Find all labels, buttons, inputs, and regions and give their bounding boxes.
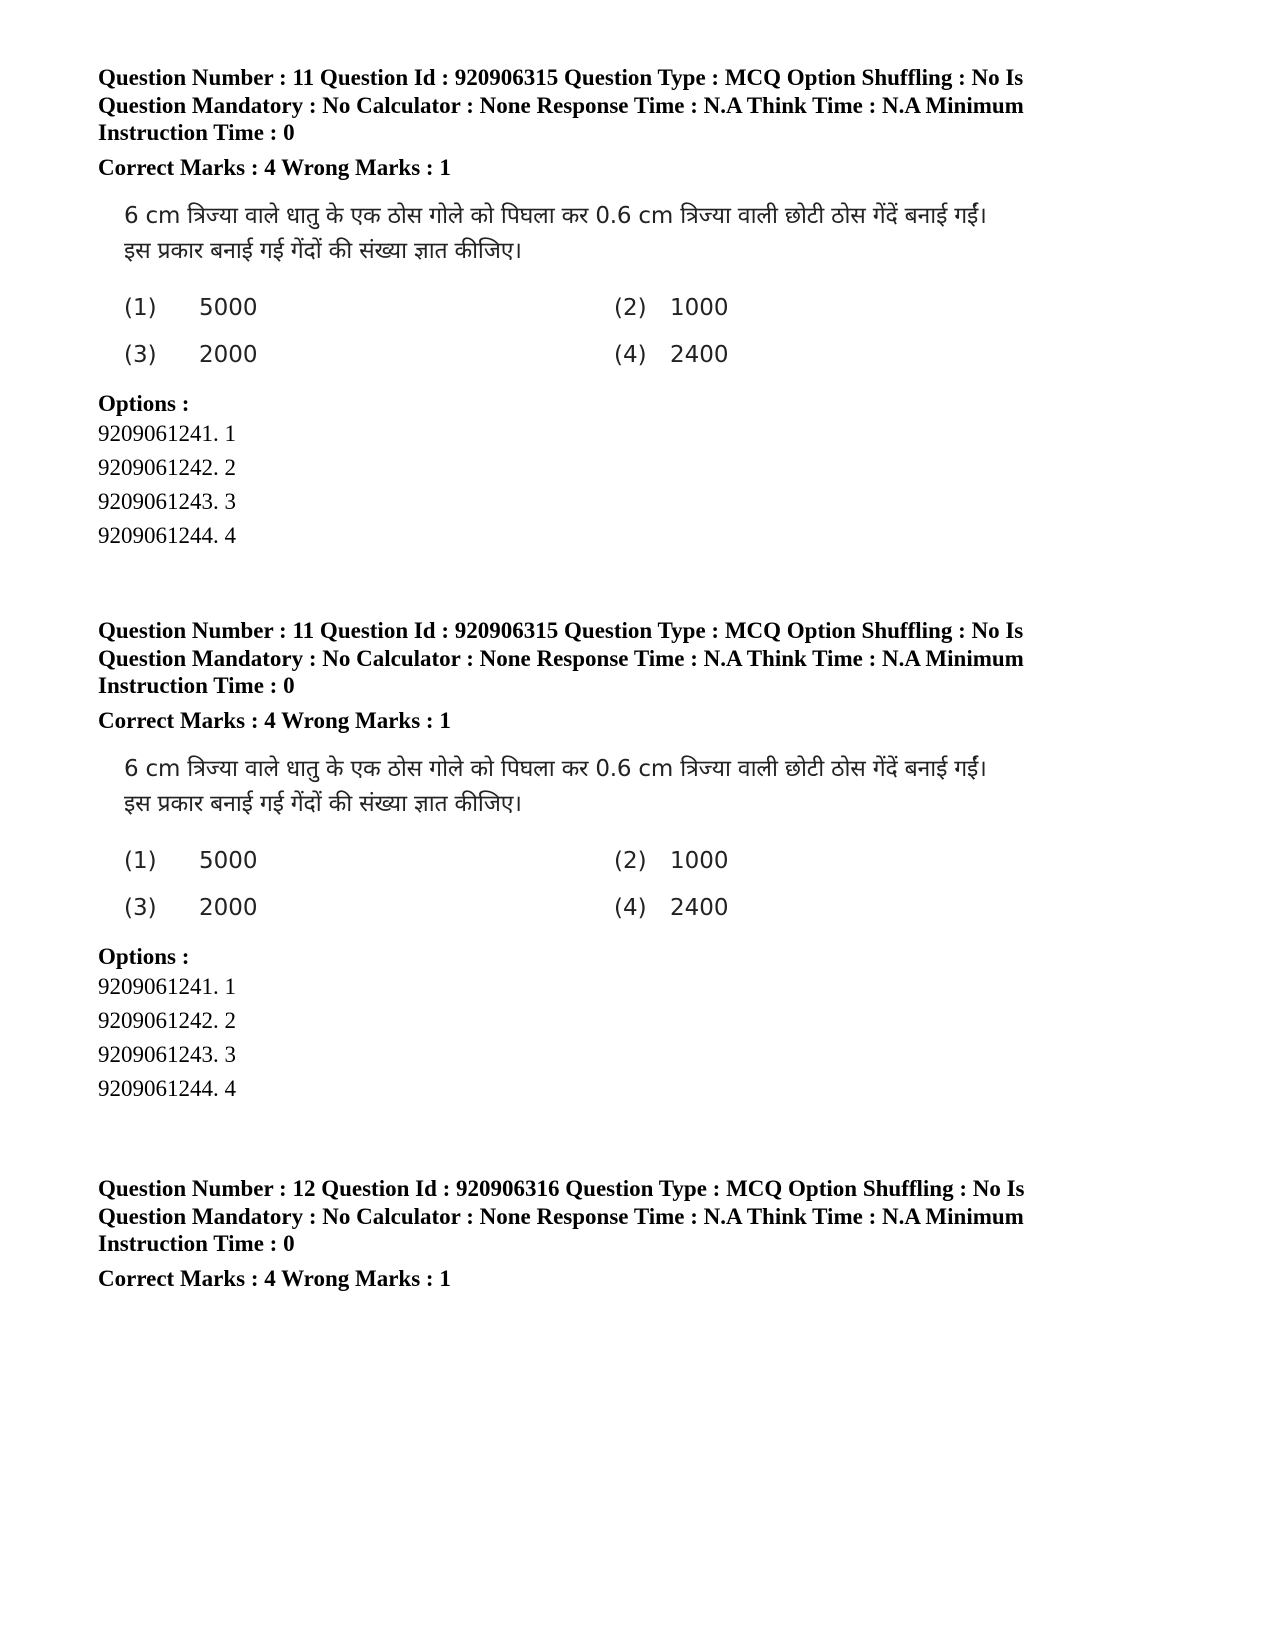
answer-choices bbox=[124, 844, 1178, 925]
option-item: 9209061243. 3 bbox=[98, 1041, 236, 1067]
choice-number: (1) bbox=[124, 294, 157, 321]
choice-value: 5000 bbox=[199, 294, 258, 321]
marks-line: Correct Marks : 4 Wrong Marks : 1 bbox=[98, 154, 451, 180]
options-list bbox=[98, 970, 1178, 1106]
question-text-line: 6 cm त्रिज्या वाले धातु के एक ठोस गोले को पिघला कर 0.6 cm त्रिज्या वाली छोटी ठोस गेंदें बनाई गईं। bbox=[124, 202, 987, 229]
options-list bbox=[98, 417, 1178, 553]
question-meta-line: Question Mandatory : No Calculator : None Response Time : N.A Think Time : N.A Minimum bbox=[98, 1203, 1024, 1229]
option-item: 9209061241. 1 bbox=[98, 420, 236, 446]
question-meta-line: Instruction Time : 0 bbox=[98, 1231, 295, 1256]
answer-choice bbox=[124, 891, 614, 925]
question-text bbox=[124, 752, 1178, 822]
answer-choice bbox=[614, 891, 814, 925]
option-item: 9209061242. 2 bbox=[98, 1007, 236, 1033]
choice-value: 5000 bbox=[199, 847, 258, 874]
answer-choices bbox=[124, 291, 1178, 372]
question-meta-line: Instruction Time : 0 bbox=[98, 673, 295, 698]
choice-value: 2000 bbox=[199, 894, 258, 921]
question-meta-line: Question Number : 11 Question Id : 920906315 Question Type : MCQ Option Shuffling : No Is bbox=[98, 65, 1024, 90]
choice-number: (4) bbox=[614, 341, 647, 368]
choice-number: (2) bbox=[614, 847, 647, 874]
options-heading: Options : bbox=[98, 390, 190, 416]
question-image bbox=[124, 199, 1178, 372]
choice-number: (1) bbox=[124, 847, 157, 874]
question-text-line: 6 cm त्रिज्या वाले धातु के एक ठोस गोले को पिघला कर 0.6 cm त्रिज्या वाली छोटी ठोस गेंदें बनाई गईं। bbox=[124, 755, 987, 782]
answer-choice bbox=[614, 291, 814, 325]
question-meta bbox=[98, 617, 1178, 700]
question-meta-line: Question Mandatory : No Calculator : None Response Time : N.A Think Time : N.A Minimum bbox=[98, 645, 1024, 671]
choice-value: 1000 bbox=[670, 294, 729, 321]
option-item: 9209061244. 4 bbox=[98, 1075, 236, 1101]
answer-choice bbox=[614, 338, 814, 372]
question-meta-line: Instruction Time : 0 bbox=[98, 120, 295, 145]
question-block-1 bbox=[98, 64, 1178, 553]
answer-choice bbox=[124, 844, 614, 878]
question-meta bbox=[98, 1175, 1178, 1258]
question-block-2 bbox=[98, 617, 1178, 1106]
question-meta bbox=[98, 64, 1178, 147]
choice-number: (4) bbox=[614, 894, 647, 921]
answer-choice bbox=[124, 338, 614, 372]
choice-value: 1000 bbox=[670, 847, 729, 874]
choice-value: 2000 bbox=[199, 341, 258, 368]
choice-number: (2) bbox=[614, 294, 647, 321]
question-image bbox=[124, 752, 1178, 925]
choice-number: (3) bbox=[124, 894, 157, 921]
options-heading: Options : bbox=[98, 943, 190, 969]
option-item: 9209061241. 1 bbox=[98, 973, 236, 999]
question-meta-line: Question Number : 12 Question Id : 920906316 Question Type : MCQ Option Shuffling : No Is bbox=[98, 1176, 1025, 1201]
question-meta-line: Question Number : 11 Question Id : 920906315 Question Type : MCQ Option Shuffling : No Is bbox=[98, 618, 1024, 643]
question-meta-line: Question Mandatory : No Calculator : None Response Time : N.A Think Time : N.A Minimum bbox=[98, 92, 1024, 118]
answer-choice bbox=[614, 844, 814, 878]
choice-value: 2400 bbox=[670, 894, 729, 921]
option-item: 9209061243. 3 bbox=[98, 488, 236, 514]
question-text-line: इस प्रकार बनाई गई गेंदों की संख्या ज्ञात कीजिए। bbox=[124, 237, 522, 264]
marks-line: Correct Marks : 4 Wrong Marks : 1 bbox=[98, 707, 451, 733]
question-block-3 bbox=[98, 1175, 1178, 1292]
marks-line: Correct Marks : 4 Wrong Marks : 1 bbox=[98, 1265, 451, 1291]
question-text bbox=[124, 199, 1178, 269]
choice-number: (3) bbox=[124, 341, 157, 368]
answer-choice bbox=[124, 291, 614, 325]
option-item: 9209061244. 4 bbox=[98, 522, 236, 548]
choice-value: 2400 bbox=[670, 341, 729, 368]
question-text-line: इस प्रकार बनाई गई गेंदों की संख्या ज्ञात कीजिए। bbox=[124, 790, 522, 817]
option-item: 9209061242. 2 bbox=[98, 454, 236, 480]
